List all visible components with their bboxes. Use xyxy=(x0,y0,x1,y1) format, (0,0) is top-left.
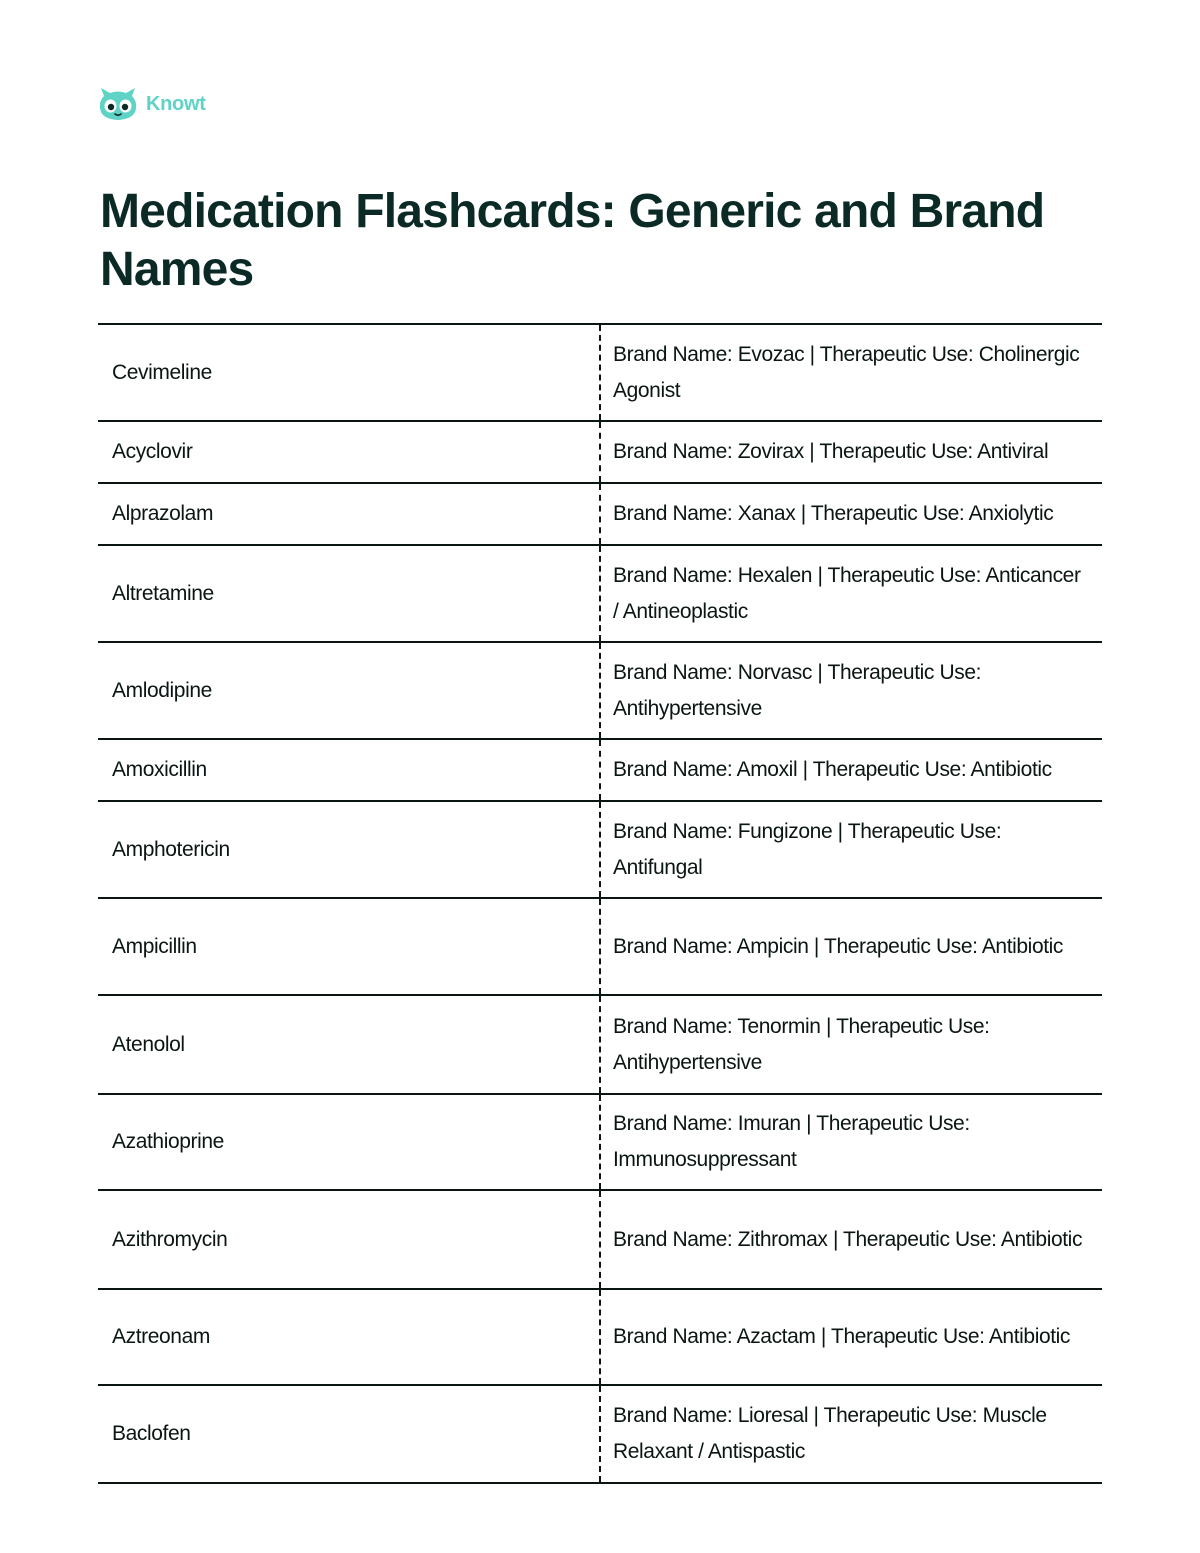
flashcard-term: Azithromycin xyxy=(98,1191,601,1288)
flashcard-row[interactable] xyxy=(98,740,1102,802)
flashcard-definition: Brand Name: Azactam | Therapeutic Use: Antibiotic xyxy=(613,1325,1071,1348)
flashcard-definition: Brand Name: Lioresal | Therapeutic Use: Muscle Relaxant / Antispastic xyxy=(613,1404,1047,1463)
flashcard-term: Ampicillin xyxy=(98,899,601,994)
flashcard-term: Altretamine xyxy=(98,546,601,641)
flashcard-row[interactable] xyxy=(98,1386,1102,1484)
flashcard-table xyxy=(98,323,1102,1484)
flashcard-term: Alprazolam xyxy=(98,484,601,544)
page-title: Medication Flashcards: Generic and Brand Names xyxy=(100,185,1045,296)
flashcard-definition: Brand Name: Imuran | Therapeutic Use: Immunosuppressant xyxy=(613,1112,970,1171)
flashcard-row[interactable] xyxy=(98,996,1102,1095)
flashcard-row[interactable] xyxy=(98,899,1102,996)
flashcard-definition: Brand Name: Ampicin | Therapeutic Use: Antibiotic xyxy=(613,934,1064,958)
flashcard-definition: Brand Name: Zovirax | Therapeutic Use: Antiviral xyxy=(613,440,1049,463)
flashcard-row[interactable] xyxy=(98,1191,1102,1290)
brand-logo[interactable] xyxy=(98,86,206,122)
flashcard-row[interactable] xyxy=(98,546,1102,643)
flashcard-definition: Brand Name: Hexalen | Therapeutic Use: Anticancer / Antineoplastic xyxy=(613,563,1081,623)
flashcard-definition: Brand Name: Zithromax | Therapeutic Use: Antibiotic xyxy=(613,1227,1083,1251)
flashcard-row[interactable] xyxy=(98,484,1102,546)
flashcard-definition: Brand Name: Fungizone | Therapeutic Use: Antifungal xyxy=(613,819,1002,879)
flashcard-definition: Brand Name: Amoxil | Therapeutic Use: Antibiotic xyxy=(613,758,1052,781)
flashcard-definition: Brand Name: Norvasc | Therapeutic Use: Antihypertensive xyxy=(613,660,982,720)
flashcard-term: Amoxicillin xyxy=(98,740,601,800)
flashcard-term: Baclofen xyxy=(98,1386,601,1482)
flashcard-row[interactable] xyxy=(98,643,1102,740)
flashcard-definition: Brand Name: Evozac | Therapeutic Use: Cholinergic Agonist xyxy=(613,342,1080,402)
flashcard-definition: Brand Name: Xanax | Therapeutic Use: Anxiolytic xyxy=(613,502,1054,525)
flashcard-term: Acyclovir xyxy=(98,422,601,482)
flashcard-term: Amphotericin xyxy=(98,802,601,897)
flashcard-definition: Brand Name: Tenormin | Therapeutic Use: Antihypertensive xyxy=(613,1014,990,1074)
flashcard-row[interactable] xyxy=(98,422,1102,484)
flashcard-row[interactable] xyxy=(98,1095,1102,1191)
flashcard-term: Azathioprine xyxy=(98,1095,601,1189)
flashcard-term: Atenolol xyxy=(98,996,601,1093)
brand-name: Knowt xyxy=(146,92,206,115)
flashcard-row[interactable] xyxy=(98,802,1102,899)
flashcard-row[interactable] xyxy=(98,1290,1102,1386)
flashcard-term: Cevimeline xyxy=(98,325,601,420)
cat-mascot-icon xyxy=(98,86,138,122)
flashcard-row[interactable] xyxy=(98,325,1102,422)
flashcard-term: Aztreonam xyxy=(98,1290,601,1384)
flashcard-term: Amlodipine xyxy=(98,643,601,738)
